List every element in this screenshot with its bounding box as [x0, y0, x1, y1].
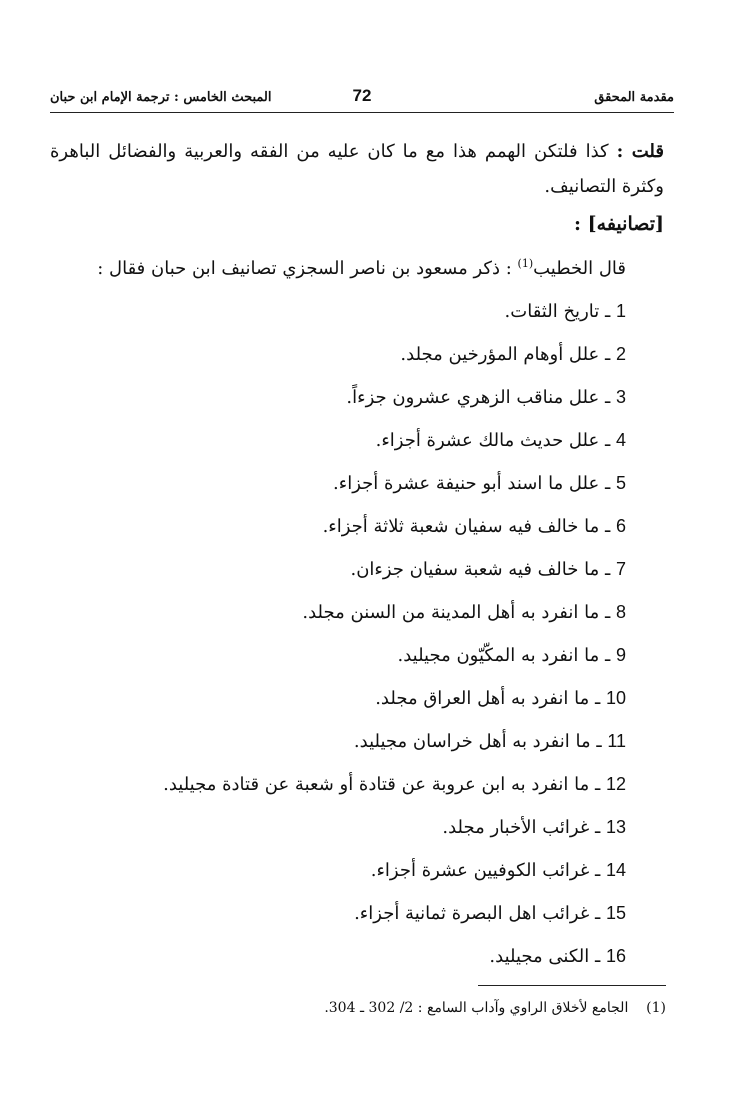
item-number: 3 [615, 387, 626, 407]
list-item: 6 ـ ما خالف فيه سفيان شعبة ثلاثة أجزاء. [322, 516, 626, 537]
item-text: علل أوهام المؤرخين مجلد. [400, 344, 600, 365]
item-number: 9 [615, 645, 626, 665]
item-text: غرائب الأخبار مجلد. [442, 817, 590, 838]
list-item: 15 ـ غرائب اهل البصرة ثمانية أجزاء. [354, 903, 626, 924]
item-text: ما انفرد به أهل المدينة من السنن مجلد. [302, 602, 600, 623]
item-number: 12 [605, 774, 626, 794]
item-text: علل ما اسند أبو حنيفة عشرة أجزاء. [333, 473, 600, 494]
list-item: 14 ـ غرائب الكوفيين عشرة أجزاء. [370, 860, 626, 881]
item-text: ما خالف فيه شعبة سفيان جزءان. [350, 559, 600, 580]
list-item: 3 ـ علل مناقب الزهري عشرون جزءاً. [346, 387, 626, 408]
lead-sentence [97, 257, 626, 279]
list-item: 2 ـ علل أوهام المؤرخين مجلد. [400, 344, 626, 365]
list-item: 5 ـ علل ما اسند أبو حنيفة عشرة أجزاء. [333, 473, 626, 494]
item-number: 11 [607, 731, 626, 751]
footnote [324, 1000, 666, 1016]
list-item: 16 ـ الكنى مجيليد. [489, 946, 626, 967]
item-text: ما خالف فيه سفيان شعبة ثلاثة أجزاء. [322, 516, 600, 537]
item-number: 1 [615, 301, 626, 321]
item-number: 15 [605, 903, 626, 923]
footnote-text: الجامع لأخلاق الراوي وآداب السامع : 2/ 302 ـ 304. [324, 1000, 629, 1016]
footnote-divider [478, 985, 666, 986]
list-item: 11 ـ ما انفرد به أهل خراسان مجيليد. [353, 731, 626, 752]
header-divider [50, 112, 674, 113]
item-number: 5 [615, 473, 626, 493]
item-text: ما انفرد به المكّيّون مجيليد. [397, 645, 600, 666]
list-item: 1 ـ تاريخ الثقات. [504, 301, 626, 322]
list-item: 12 ـ ما انفرد به ابن عروبة عن قتادة أو شعبة عن قتادة مجيليد. [163, 774, 626, 795]
works-list [163, 298, 626, 986]
item-text: غرائب اهل البصرة ثمانية أجزاء. [354, 903, 590, 924]
list-item: 9 ـ ما انفرد به المكّيّون مجيليد. [397, 645, 626, 666]
header-chapter-title: المبحث الخامس : ترجمة الإمام ابن حبان [50, 90, 272, 105]
item-text: الكنى مجيليد. [489, 946, 590, 967]
item-text: غرائب الكوفيين عشرة أجزاء. [370, 860, 590, 881]
section-title: [تصانيفه] : [574, 213, 664, 235]
footnote-marker: (1) [646, 1000, 666, 1016]
paragraph-text: كذا فلتكن الهمم هذا مع ما كان عليه من الفقه والعربية والفضائل الباهرة وكثرة التصانيف. [50, 141, 664, 197]
lead-before: قال الخطيب [533, 258, 626, 279]
item-number: 6 [615, 516, 626, 536]
page-number: 72 [352, 86, 372, 105]
header-book-section: مقدمة المحقق [594, 90, 674, 105]
item-number: 8 [615, 602, 626, 622]
item-text: ما انفرد به أهل العراق مجلد. [375, 688, 590, 709]
list-item: 4 ـ علل حديث مالك عشرة أجزاء. [375, 430, 626, 451]
item-number: 16 [605, 946, 626, 966]
item-text: تاريخ الثقات. [504, 301, 600, 322]
item-text: ما انفرد به أهل خراسان مجيليد. [353, 731, 591, 752]
item-number: 10 [605, 688, 626, 708]
list-item: 13 ـ غرائب الأخبار مجلد. [442, 817, 626, 838]
lead-after: : ذكر مسعود بن ناصر السجزي تصانيف ابن حبان فقال : [97, 258, 518, 279]
item-number: 4 [615, 430, 626, 450]
list-item: 7 ـ ما خالف فيه شعبة سفيان جزءان. [350, 559, 626, 580]
footnote-reference: (1) [517, 257, 534, 270]
item-text: ما انفرد به ابن عروبة عن قتادة أو شعبة عن قتادة مجيليد. [163, 774, 590, 795]
item-number: 2 [615, 344, 626, 364]
running-header [50, 82, 674, 110]
item-number: 13 [605, 817, 626, 837]
list-item: 8 ـ ما انفرد به أهل المدينة من السنن مجلد. [302, 602, 626, 623]
item-text: علل حديث مالك عشرة أجزاء. [375, 430, 600, 451]
item-text: علل مناقب الزهري عشرون جزءاً. [346, 387, 600, 408]
paragraph-intro: قلت : [616, 141, 664, 162]
item-number: 7 [615, 559, 626, 579]
list-item: 10 ـ ما انفرد به أهل العراق مجلد. [375, 688, 626, 709]
item-number: 14 [605, 860, 626, 880]
opening-paragraph [50, 134, 664, 204]
